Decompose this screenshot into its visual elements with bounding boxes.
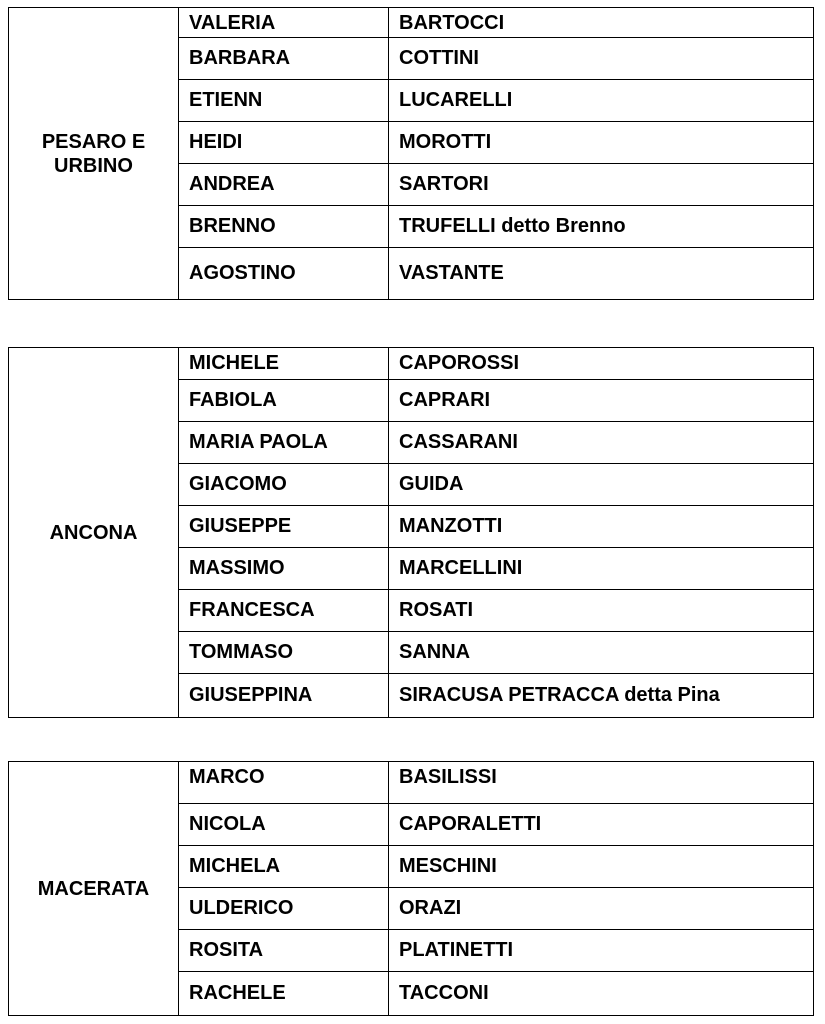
last-name-cell: CAPOROSSI [389,348,814,380]
last-name-cell: ORAZI [389,888,814,930]
first-name-cell: TOMMASO [179,632,389,674]
first-name-cell: MICHELA [179,846,389,888]
last-name-cell: COTTINI [389,38,814,80]
last-name-cell: MOROTTI [389,122,814,164]
first-name-cell: FABIOLA [179,380,389,422]
first-name-cell: FRANCESCA [179,590,389,632]
province-name: ANCONA [9,348,179,718]
last-name-cell: GUIDA [389,464,814,506]
first-name-cell: ETIENN [179,80,389,122]
last-name-cell: MANZOTTI [389,506,814,548]
province-table-pesaro-urbino [8,7,814,300]
first-name-cell: GIUSEPPINA [179,674,389,718]
last-name-cell: PLATINETTI [389,930,814,972]
last-name-cell: SIRACUSA PETRACCA detta Pina [389,674,814,718]
first-name-cell: MARCO [179,762,389,804]
first-name-cell: GIUSEPPE [179,506,389,548]
last-name-cell: BASILISSI [389,762,814,804]
last-name-cell: CASSARANI [389,422,814,464]
first-name-cell: ROSITA [179,930,389,972]
last-name-cell: SARTORI [389,164,814,206]
first-name-cell: MARIA PAOLA [179,422,389,464]
first-name-cell: GIACOMO [179,464,389,506]
first-name-cell: NICOLA [179,804,389,846]
province-name: MACERATA [9,762,179,1016]
first-name-cell: VALERIA [179,8,389,38]
last-name-cell: BARTOCCI [389,8,814,38]
last-name-cell: TACCONI [389,972,814,1016]
last-name-cell: MESCHINI [389,846,814,888]
last-name-cell: ROSATI [389,590,814,632]
last-name-cell: LUCARELLI [389,80,814,122]
table-row [9,762,814,804]
last-name-cell: CAPRARI [389,380,814,422]
first-name-cell: AGOSTINO [179,248,389,300]
table-row [9,348,814,380]
table-row [9,8,814,38]
province-name: PESARO E URBINO [9,8,179,300]
last-name-cell: VASTANTE [389,248,814,300]
last-name-cell: MARCELLINI [389,548,814,590]
province-table-macerata [8,761,814,1016]
last-name-cell: TRUFELLI detto Brenno [389,206,814,248]
first-name-cell: ANDREA [179,164,389,206]
first-name-cell: BRENNO [179,206,389,248]
last-name-cell: SANNA [389,632,814,674]
first-name-cell: HEIDI [179,122,389,164]
first-name-cell: RACHELE [179,972,389,1016]
first-name-cell: BARBARA [179,38,389,80]
last-name-cell: CAPORALETTI [389,804,814,846]
first-name-cell: MICHELE [179,348,389,380]
province-table-ancona [8,347,814,718]
first-name-cell: MASSIMO [179,548,389,590]
first-name-cell: ULDERICO [179,888,389,930]
